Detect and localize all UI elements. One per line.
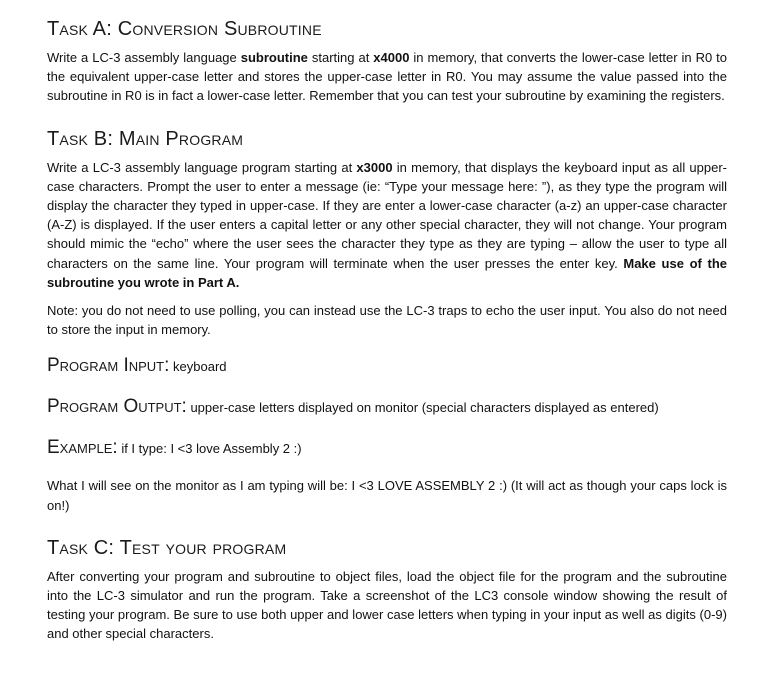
- task-c-heading: Task C: Test your program: [47, 536, 287, 559]
- program-output-line: [47, 396, 727, 419]
- example-value: if I type: I <3 love Assembly 2 :): [117, 441, 302, 457]
- task-a-heading: Task A: Conversion Subroutine: [47, 18, 322, 40]
- document-page: [47, 16, 727, 644]
- polling-note: Note: you do not need to use polling, you can instead use the LC-3 traps to echo the user input. You also do not need to store the input in memory.: [47, 303, 727, 338]
- example-label: Example:: [47, 437, 118, 459]
- program-output-value: upper-case letters displayed on monitor (special characters displayed as entered): [186, 400, 659, 416]
- task-b-heading: Task B: Main Program: [47, 127, 244, 150]
- program-input-line: [47, 355, 727, 378]
- subroutine-keyword: subroutine: [240, 50, 308, 65]
- task-c-description: After converting your program and subroutine to object files, load the object file for the program and the subroutine into the LC-3 simulator and run the program. Take a screenshot of the LC3 console window showing the result of testing your program. Be sure to use both upper and lower case letters when typing in your input as well as digits (0-9) and other special characters.: [47, 568, 727, 642]
- task-b-description: Write a LC-3 assembly language program starting at x3000 in memory, that displays the keyboard input as all upper-case characters. Prompt the user to enter a message (ie: “Type your message here: ”), as they type the program will display the character they typed in upper-case. If they are enter a lower-case character (a-z) an upper-case character (A-Z) is displayed. If the user enters a capital letter or any other special character, they will not change. Your program should mimic the “echo” where the user sees the character they type as they are typing – allow the user to type all characters on the same line. Your program will terminate when the user presses the enter key. Make use of the subroutine you wrote in Part A.: [47, 159, 727, 290]
- program-input-label: Program Input:: [47, 355, 170, 377]
- start-address-x4000: x4000: [373, 50, 410, 65]
- task-a-description: Write a LC-3 assembly language subroutine starting at x4000 in memory, that converts the lower-case letter in R0 to the equivalent upper-case letter and stores the upper-case letter in R0. You may assume the value passed into the subroutine in R0 is in fact a lower-case letter. Remember that you can test your subroutine by examining the registers.: [47, 50, 728, 104]
- program-output-label: Program Output:: [47, 396, 187, 418]
- use-subroutine-note: Make use of the subroutine you wrote in Part A.: [47, 255, 727, 290]
- example-result: What I will see on the monitor as I am typing will be: I <3 LOVE ASSEMBLY 2 :) (It will act as though your caps lock is on!): [47, 478, 727, 513]
- program-input-value: keyboard: [169, 359, 227, 375]
- start-address-x3000: x3000: [356, 159, 393, 175]
- example-line: [47, 437, 727, 460]
